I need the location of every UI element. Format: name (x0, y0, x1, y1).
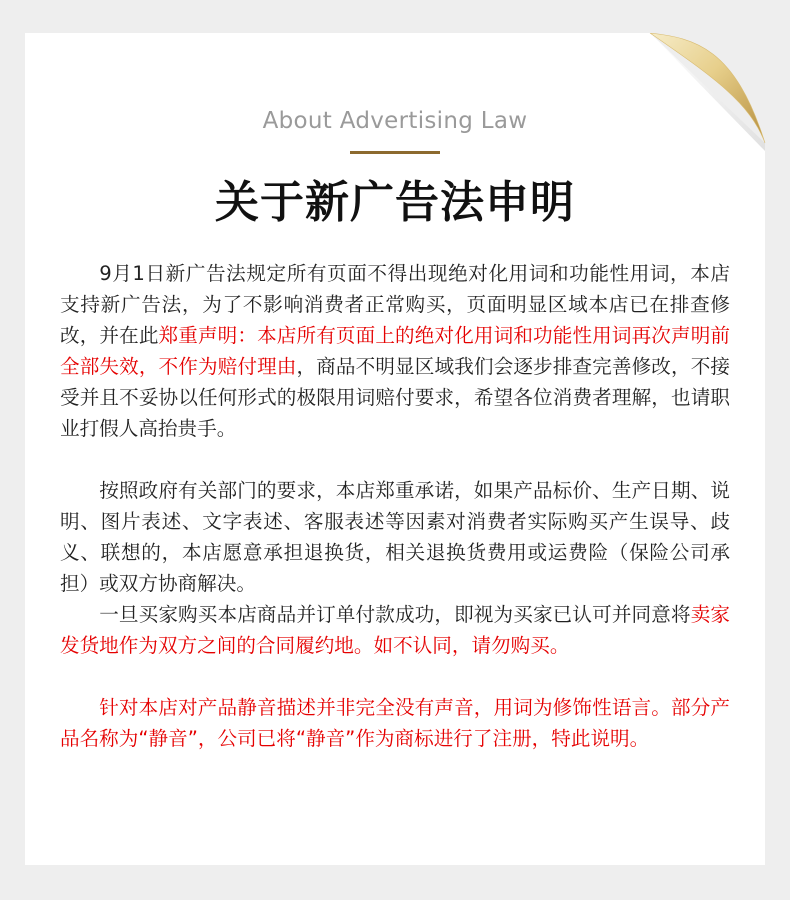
highlight-text: 卖家发货地作为双方之间的合同履约地。如不认同，请勿购买。 (60, 603, 731, 657)
page-title: 关于新广告法申明 (215, 177, 575, 228)
paragraph-text: 按照政府有关部门的要求，本店郑重承诺，如果产品标价、生产日期、说明、图片表述、文字表述、客服表述等因素对消费者实际购买产生误导、歧义、联想的，本店愿意承担退换货，相关退换货费用或运费险（保险公司承担）或双方协商解决。 (60, 479, 730, 595)
highlight-text: 郑重声明：本店所有页面上的绝对化用词和功能性用词再次声明前全部失效，不作为赔付理由 (60, 324, 730, 378)
paragraph-text: 9月1日新广告法规定所有页面不得出现绝对化用词和功能性用词，本店支持新广告法，为了不影响消费者正常购买，页面明显区域本店已在排查修改，并在此 (60, 262, 730, 347)
title-divider (350, 151, 440, 154)
highlight-text: 针对本店对产品静音描述并非完全没有声音，用词为修饰性语言。部分产品名称为“静音”，公司已将“静音”作为商标进行了注册，特此说明。 (60, 696, 730, 750)
paragraph-gap (60, 661, 730, 692)
notice-body (60, 258, 730, 754)
paragraph-advertising-law (60, 258, 730, 444)
paragraph-text: 一旦买家购买本店商品并订单付款成功，即视为买家已认可并同意将 (99, 603, 691, 626)
paragraph-commitment (60, 475, 730, 599)
page-subtitle: About Advertising Law (262, 108, 528, 134)
paragraph-contract-location (60, 599, 730, 661)
paragraph-silent-note (60, 692, 730, 754)
paragraph-gap (60, 444, 730, 475)
paragraph-text: ，商品不明显区域我们会逐步排查完善修改，不接受并且不妥协以任何形式的极限用词赔付要求，希望各位消费者理解，也请职业打假人高抬贵手。 (60, 355, 731, 440)
